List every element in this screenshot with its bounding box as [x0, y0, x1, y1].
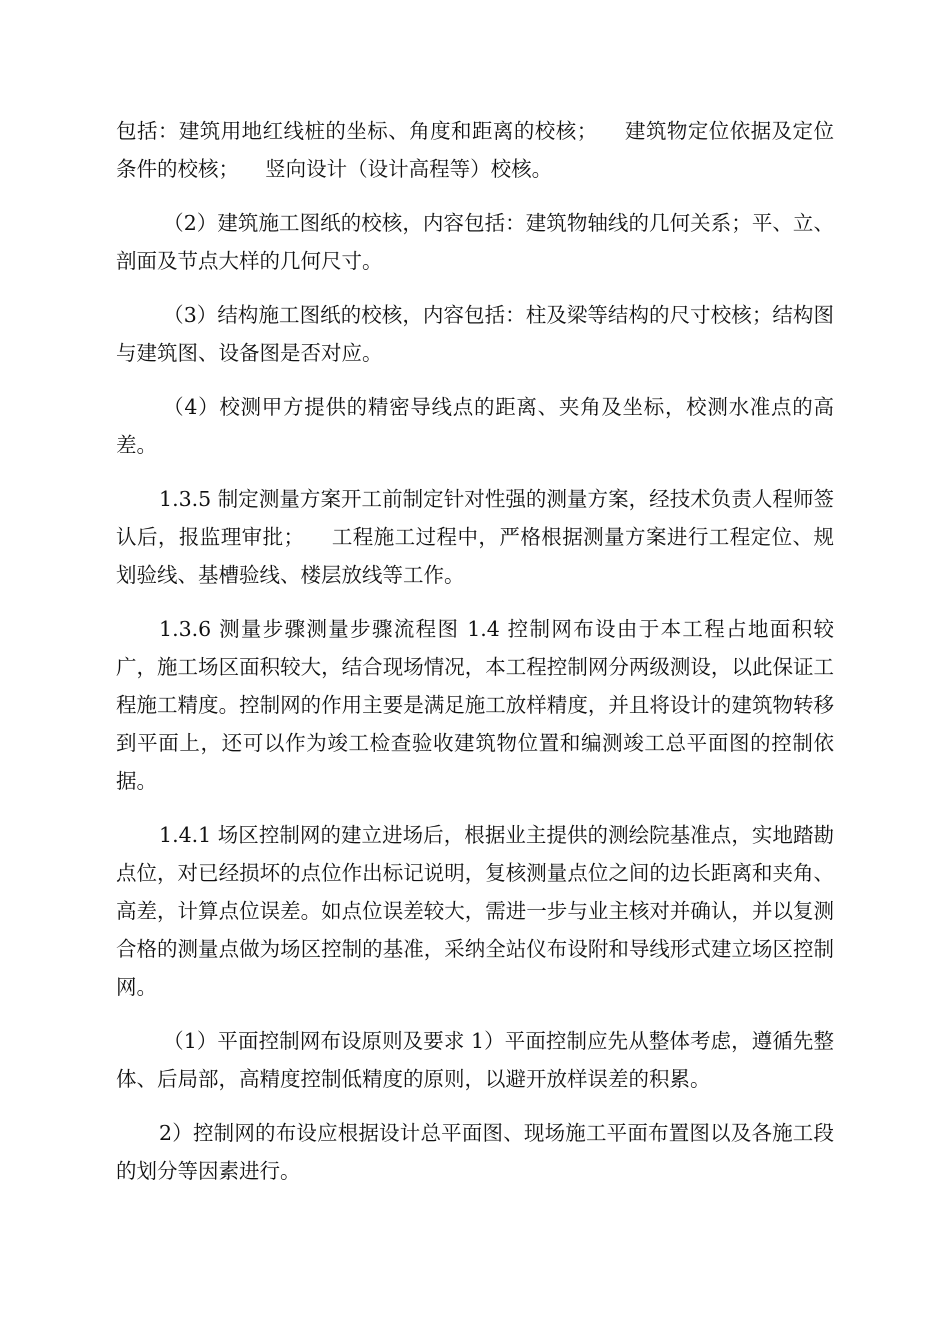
- paragraph-section-1-3-5: 1.3.5 制定测量方案开工前制定针对性强的测量方案，经技术负责人程师签认后，报监理审批； 工程施工过程中，严格根据测量方案进行工程定位、规划验线、基槽验线、楼层放线等工作。: [116, 487, 834, 587]
- paragraph-section-1-3-6: 1.3.6 测量步骤测量步骤流程图 1.4 控制网布设由于本工程占地面积较广，施工场区面积较大，结合现场情况，本工程控制网分两级测设，以此保证工程施工精度。控制网的作用主要是满足施工放样精度，并且将设计的建筑物转移到平面上，还可以作为竣工检查验收建筑物位置和编测竣工总平面图的控制依据。: [116, 617, 834, 793]
- paragraph-construction-drawing-check: （2）建筑施工图纸的校核，内容包括：建筑物轴线的几何关系；平、立、剖面及节点大样的几何尺寸。: [116, 211, 834, 273]
- paragraph-section-1-4-1: 1.4.1 场区控制网的建立进场后，根据业主提供的测绘院基准点，实地踏勘点位，对已经损坏的点位作出标记说明，复核测量点位之间的边长距离和夹角、高差，计算点位误差。如点位误差较大，需进一步与业主核对并确认，并以复测合格的测量点做为场区控制的基准，采纳全站仪布设附和导线形式建立场区控制网。: [116, 823, 834, 999]
- paragraph-structural-drawing-check: （3）结构施工图纸的校核，内容包括：柱及梁等结构的尺寸校核；结构图与建筑图、设备图是否对应。: [116, 303, 834, 365]
- paragraph-plane-control-principles: （1）平面控制网布设原则及要求 1）平面控制应先从整体考虑，遵循先整体、后局部，高精度控制低精度的原则，以避开放样误差的积累。: [116, 1029, 834, 1091]
- paragraph-control-network-layout: 2）控制网的布设应根据设计总平面图、现场施工平面布置图以及各施工段的划分等因素进行。: [116, 1121, 834, 1183]
- paragraph-control-point-check: （4）校测甲方提供的精密导线点的距离、夹角及坐标，校测水准点的高差。: [116, 395, 834, 457]
- paragraph-verification-scope: 包括：建筑用地红线桩的坐标、角度和距离的校核； 建筑物定位依据及定位条件的校核； 竖向设计（设计高程等）校核。: [116, 119, 834, 181]
- document-body: [116, 112, 834, 1206]
